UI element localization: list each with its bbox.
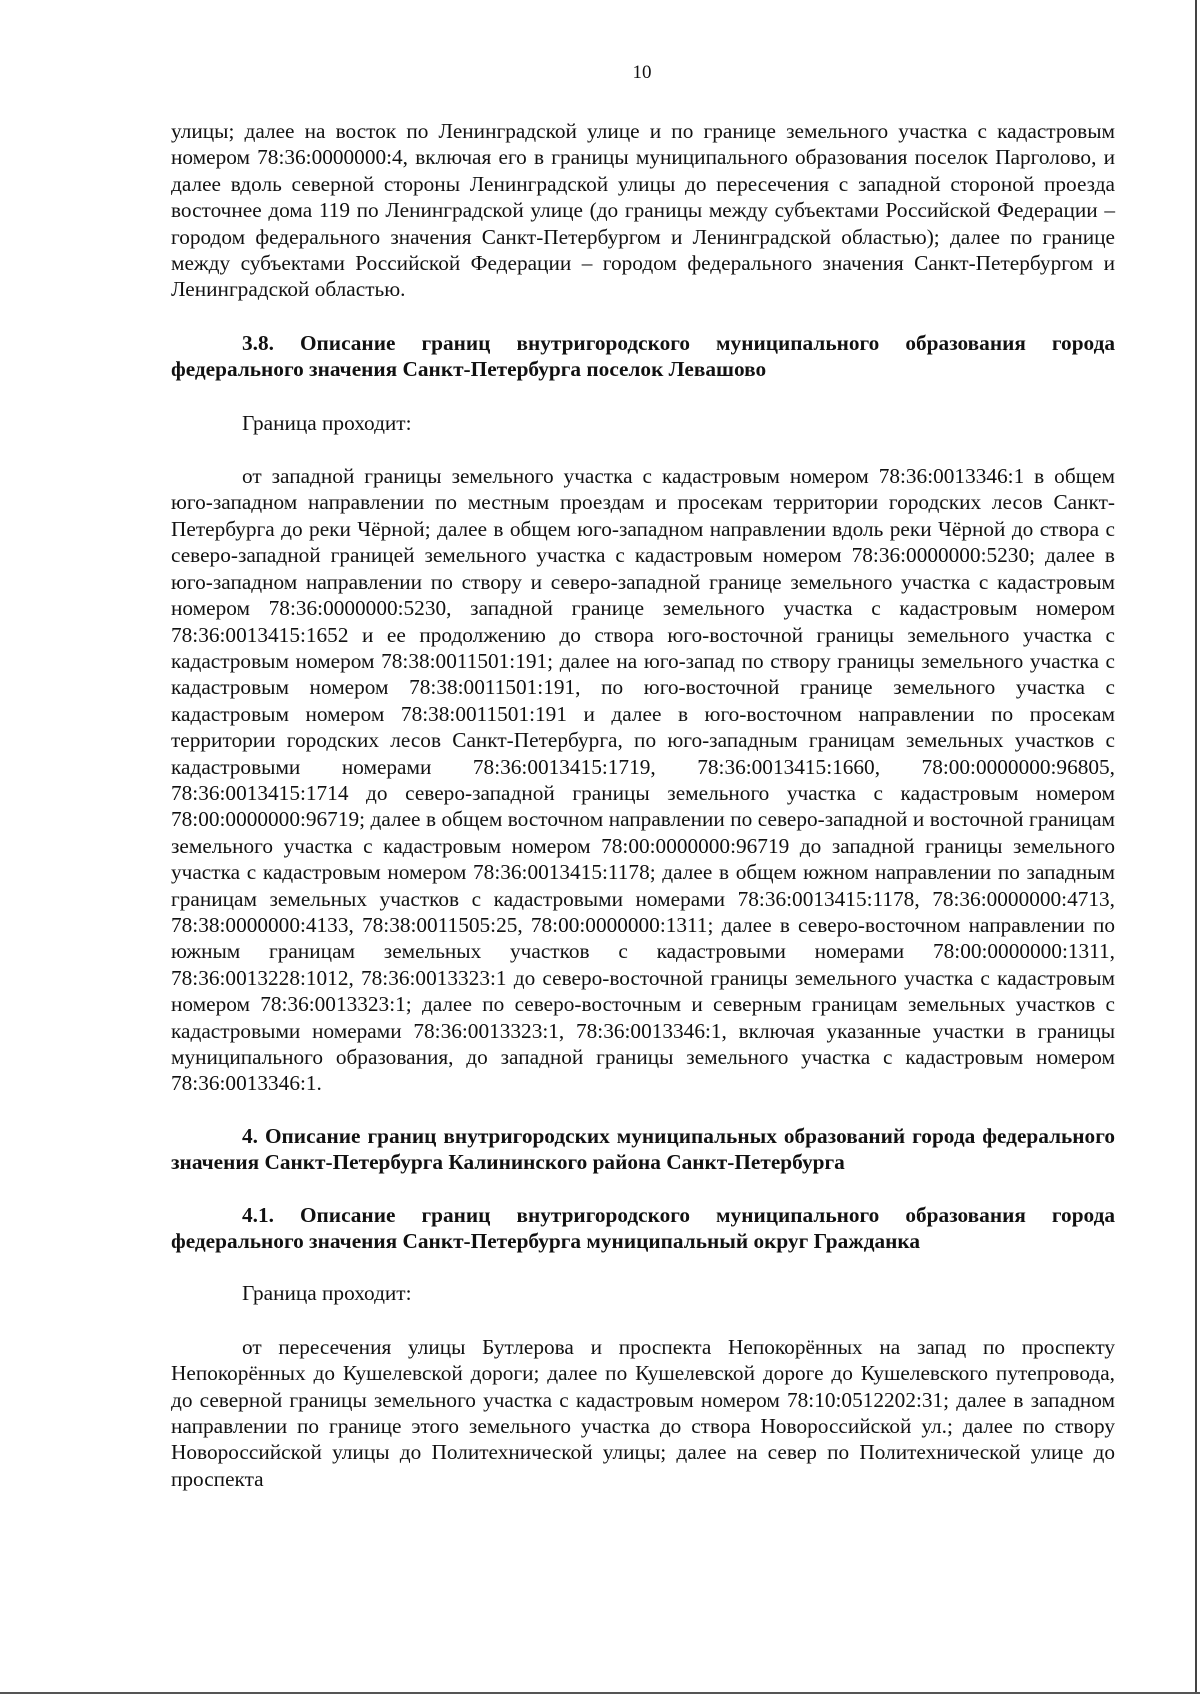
document-body <box>171 118 1115 1492</box>
paragraph-continuation: улицы; далее на восток по Ленинградской улице и по границе земельного участка с кадастровым номером 78:36:0000000:4, включая его в границы муниципального образования поселок Парголово, и далее вдоль северной стороны Ленинградской улицы до пересечения с западной стороной проезда восточнее дома 119 по Ленинградской улице (до границы между субъектами Российской Федерации – городом федерального значения Санкт-Петербургом и Ленинградской областью); далее по границе между субъектами Российской Федерации – городом федерального значения Санкт-Петербургом и Ленинградской областью. <box>171 119 1115 302</box>
section-heading-4: 4. Описание границ внутригородских муниципальных образований города федерального значения Санкт-Петербурга Калининского района Санкт-Петербурга <box>171 1123 1115 1175</box>
paragraph-boundary-levashovo: от западной границы земельного участка с кадастровым номером 78:36:0013346:1 в общем юго-западном направлении по местным проездам и просекам территории городских лесов Санкт-Петербурга до реки Чёрной; далее в общем юго-западном направлении вдоль реки Чёрной до створа с северо-западной границей земельного участка с кадастровым номером 78:36:0000000:5230; далее в юго-западном направлении по створу и северо-западной границе земельного участка с кадастровым номером 78:36:0000000:5230, западной границе земельного участка с кадастровым номером 78:36:0013415:1652 и ее продолжению до створа юго-восточной границы земельного участка с кадастровым номером 78:38:0011501:191; далее на юго-запад по створу границы земельного участка с кадастровым номером 78:38:0011501:191, по юго-восточной границе земельного участка с кадастровым номером 78:38:0011501:191 и далее в юго-восточном направлении по просекам территории городских лесов Санкт-Петербурга, по юго-западным границам земельных участков с кадастровыми номерами 78:36:0013415:1719, 78:36:0013415:1660, 78:00:0000000:96805, 78:36:0013415:1714 до северо-западной границы земельного участка с кадастровым номером 78:00:0000000:96719; далее в общем восточном направлении по северо-западной и восточной границам земельного участка с кадастровым номером 78:00:0000000:96719 до западной границы земельного участка с кадастровым номером 78:36:0013415:1178; далее в общем южном направлении по западным границам земельных участков с кадастровыми номерами 78:36:0013415:1178, 78:36:0000000:4713, 78:38:0000000:4133, 78:38:0011505:25, 78:00:0000000:1311; далее в северо-восточном направлении по южным границам земельных участков с кадастровыми номерами 78:00:0000000:1311, 78:36:0013228:1012, 78:36:0013323:1 до северо-восточной границы земельного участка с кадастровым номером 78:36:0013323:1; далее по северо-восточным и северным границам земельных участков с кадастровыми номерами 78:36:0013323:1, 78:36:0013346:1, включая указанные участки в границы муниципального образования, до западной границы земельного участка с кадастровым номером 78:36:0013346:1. <box>171 464 1115 1096</box>
scan-edge-right <box>1195 0 1197 1694</box>
page-number: 10 <box>632 62 652 83</box>
paragraph-boundary-grazhdanka: от пересечения улицы Бутлерова и проспекта Непокорённых на запад по проспекту Непокорённых до Кушелевской дороги; далее по Кушелевской дороге до Кушелевского путепровода, до северной границы земельного участка с кадастровым номером 78:10:0512202:31; далее в западном направлении по границе этого земельного участка до створа Новороссийской ул.; далее по створу Новороссийской улицы до Политехнической улицы; далее на север по Политехнической улице до проспекта <box>171 1334 1115 1491</box>
boundary-label-2: Граница проходит: <box>242 1281 412 1306</box>
section-heading-3-8: 3.8. Описание границ внутригородского муниципального образования города федерального значения Санкт-Петербурга поселок Левашово <box>171 330 1115 382</box>
section-heading-4-1: 4.1. Описание границ внутригородского муниципального образования города федерального значения Санкт-Петербурга муниципальный округ Гражданка <box>171 1202 1115 1254</box>
boundary-label: Граница проходит: <box>242 410 412 435</box>
